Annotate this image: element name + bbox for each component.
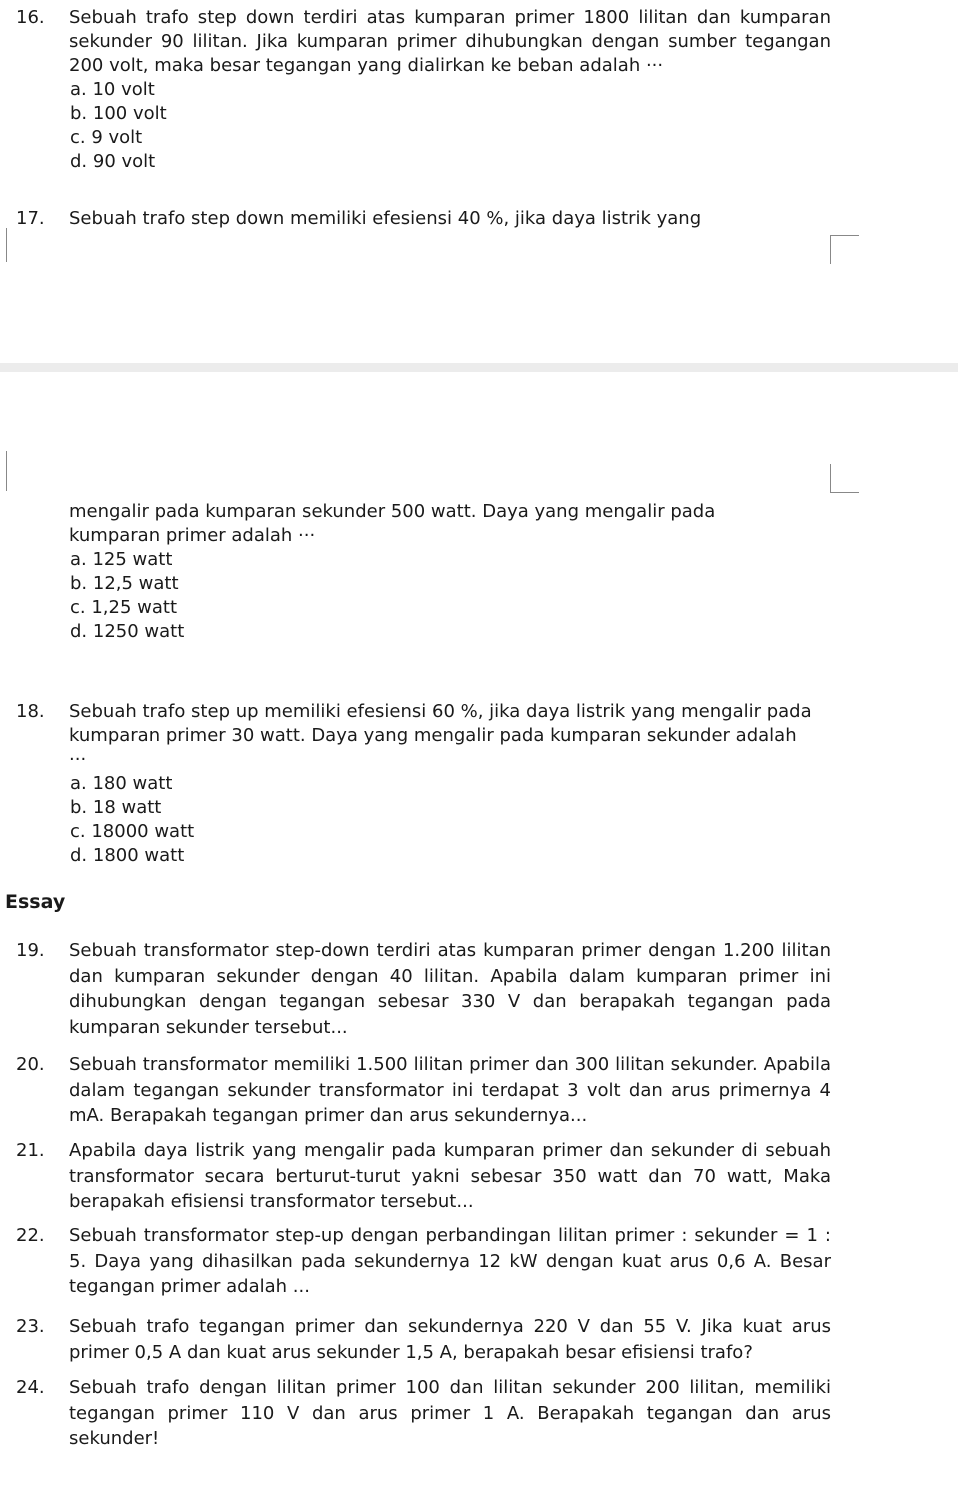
option-b: b. 12,5 watt [70,573,179,594]
essay-question-22 [16,1223,831,1300]
question-text: Sebuah transformator step-up dengan perbandingan lilitan primer : sekunder = 1 : 5. Daya yang dihasilkan pada sekundernya 12 kW dengan kuat arus 0,6 A. Besar tegangan primer adalah ... [69,1225,831,1297]
question-text: Sebuah trafo step down terdiri atas kumparan primer 1800 lilitan dan kumparan sekunder 90 lilitan. Jika kumparan primer dihubungkan dengan sumber tegangan 200 volt, maka besar tegangan yang dialirkan ke beban adalah ··· [69,7,831,76]
question-16 [16,6,831,174]
page-break-band [0,363,958,372]
question-text: Sebuah trafo tegangan primer dan sekundernya 220 V dan 55 V. Jika kuat arus primer 0,5 A dan kuat arus sekunder 1,5 A, berapakah besar efisiensi trafo? [69,1316,831,1363]
question-number: 16. [16,7,45,28]
question-number: 23. [16,1316,45,1337]
essay-question-24 [16,1375,831,1452]
question-text-part2: mengalir pada kumparan sekunder 500 watt. Daya yang mengalir pada kumparan primer adalah ··· [69,501,716,546]
page-corner-mark [830,235,859,264]
essay-question-21 [16,1138,831,1215]
question-text: Sebuah transformator memiliki 1.500 lilitan primer dan 300 lilitan sekunder. Apabila dalam tegangan sekunder transformator ini terdapat 3 volt dan arus primernya 4 mA. Berapakah tegangan primer dan arus sekundernya... [69,1054,831,1126]
option-a: a. 125 watt [70,549,173,570]
question-number: 22. [16,1225,45,1246]
page-corner-mark [0,451,7,491]
option-a: a. 10 volt [70,79,155,100]
essay-heading: Essay [5,891,66,913]
question-18 [16,700,831,868]
option-d: d. 1250 watt [70,621,185,642]
option-d: d. 90 volt [70,151,156,172]
option-c: c. 18000 watt [70,821,195,842]
option-c: c. 9 volt [70,127,143,148]
question-text-part1: Sebuah trafo step down memiliki efesiensi 40 %, jika daya listrik yang [69,208,702,229]
question-number: 18. [16,701,45,722]
question-number: 20. [16,1054,45,1075]
question-text: Sebuah transformator step-down terdiri atas kumparan primer dengan 1.200 lilitan dan kumparan sekunder dengan 40 lilitan. Apabila dalam kumparan primer ini dihubungkan dengan tegangan sebesar 330 V dan berapakah tegangan pada kumparan sekunder tersebut... [69,940,831,1038]
question-number: 24. [16,1377,45,1398]
question-text: Sebuah trafo dengan lilitan primer 100 dan lilitan sekunder 200 lilitan, memiliki tegangan primer 110 V dan arus primer 1 A. Berapakah tegangan dan arus sekunder! [69,1377,831,1449]
question-number: 17. [16,208,45,229]
option-b: b. 18 watt [70,797,162,818]
option-c: c. 1,25 watt [70,597,178,618]
question-number: 21. [16,1140,45,1161]
essay-question-19 [16,938,831,1040]
question-17 [16,207,831,231]
question-text: Apabila daya listrik yang mengalir pada kumparan primer dan sekunder di sebuah transformator secara berturut-turut yakni sebesar 350 watt dan 70 watt, Maka berapakah efisiensi transformator tersebut... [69,1140,831,1212]
page-corner-mark [0,228,7,262]
option-a: a. 180 watt [70,773,173,794]
question-17-continued [16,500,831,644]
question-number: 19. [16,940,45,961]
essay-question-20 [16,1052,831,1129]
question-text: Sebuah trafo step up memiliki efesiensi 60 %, jika daya listrik yang mengalir pada kumparan primer 30 watt. Daya yang mengalir pada kumparan sekunder adalah ··· [69,701,812,770]
essay-question-23 [16,1314,831,1365]
option-d: d. 1800 watt [70,845,185,866]
option-b: b. 100 volt [70,103,167,124]
page-corner-mark [830,464,859,493]
